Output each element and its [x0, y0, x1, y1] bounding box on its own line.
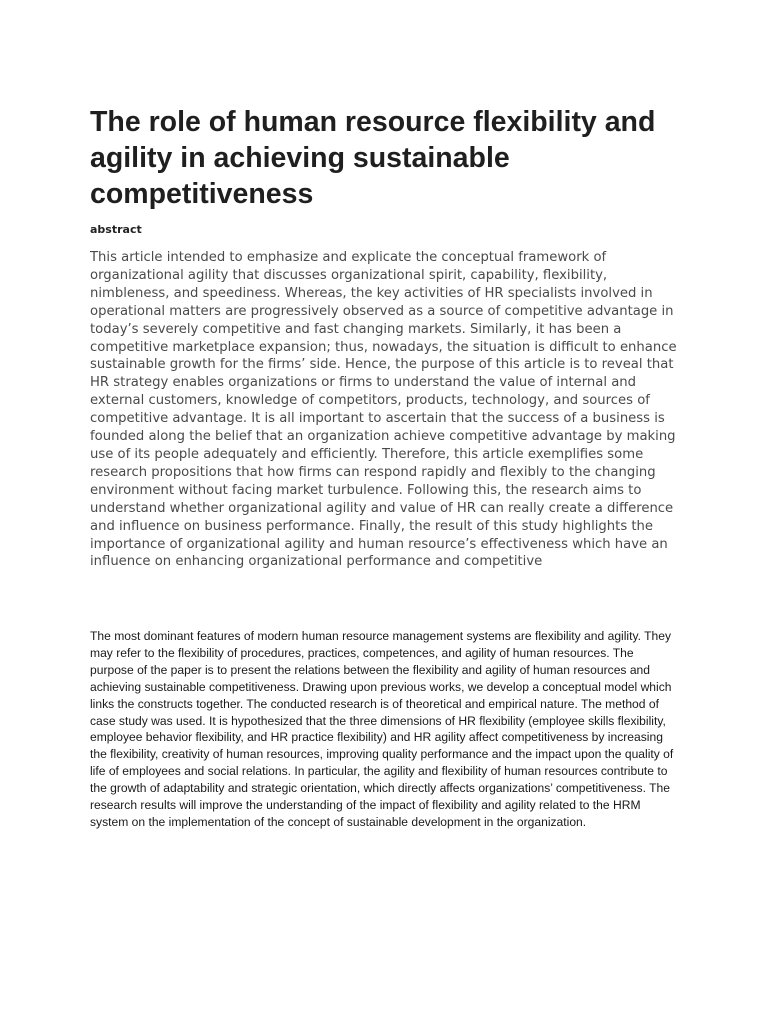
abstract-paragraph: This article intended to emphasize and explicate the conceptual framework of organizational agility that discusses organizational spirit, capability, flexibility, nimbleness, and speediness. Whereas, the key activities of HR specialists involved in operational matters are progressively observed as a source of competitive advantage in today’s severely competitive and fast changing markets. Similarly, it has been a competitive marketplace expansion; thus, nowadays, the situation is difficult to enhance sustainable growth for the firms’ side. Hence, the purpose of this article is to reveal that HR strategy enables organizations or firms to understand the value of internal and external customers, knowledge of competitors, products, technology, and sources of competitive advantage. It is all important to ascertain that the success of a business is founded along the belief that an organization achieve competitive advantage by making use of its people adequately and efficiently. Therefore, this article exemplifies some research propositions that how firms can respond rapidly and flexibly to the changing environment without facing market turbulence. Following this, the research aims to understand whether organizational agility and value of HR can really create a difference and influence on business performance. Finally, the result of this study highlights the importance of organizational agility and human resource’s effectiveness which have an influence on enhancing organizational performance and competitive	[90, 250, 677, 570]
abstract-heading: abstract	[90, 223, 142, 236]
body-paragraph: The most dominant features of modern human resource management systems are flexibility and agility. They may refer to the flexibility of procedures, practices, competences, and agility of human resources. The purpose of the paper is to present the relations between the flexibility and agility of human resources and achieving sustainable competitiveness. Drawing upon previous works, we develop a conceptual model which links the constructs together. The conducted research is of theoretical and empirical nature. The method of case study was used. It is hypothesized that the three dimensions of HR flexibility (employee skills flexibility, employee behavior flexibility, and HR practice flexibility) and HR agility affect competitiveness by increasing the flexibility, creativity of human resources, improving quality performance and the impact upon the quality of life of employees and social relations. In particular, the agility and flexibility of human resources contribute to the growth of adaptability and strategic orientation, which directly affects organizations’ competitiveness. The research results will improve the understanding of the impact of flexibility and agility related to the HRM system on the implementation of the concept of sustainable development in the organization.	[90, 629, 674, 829]
document-title: The role of human resource flexibility and agility in achieving sustainable competitiveness	[90, 106, 656, 210]
